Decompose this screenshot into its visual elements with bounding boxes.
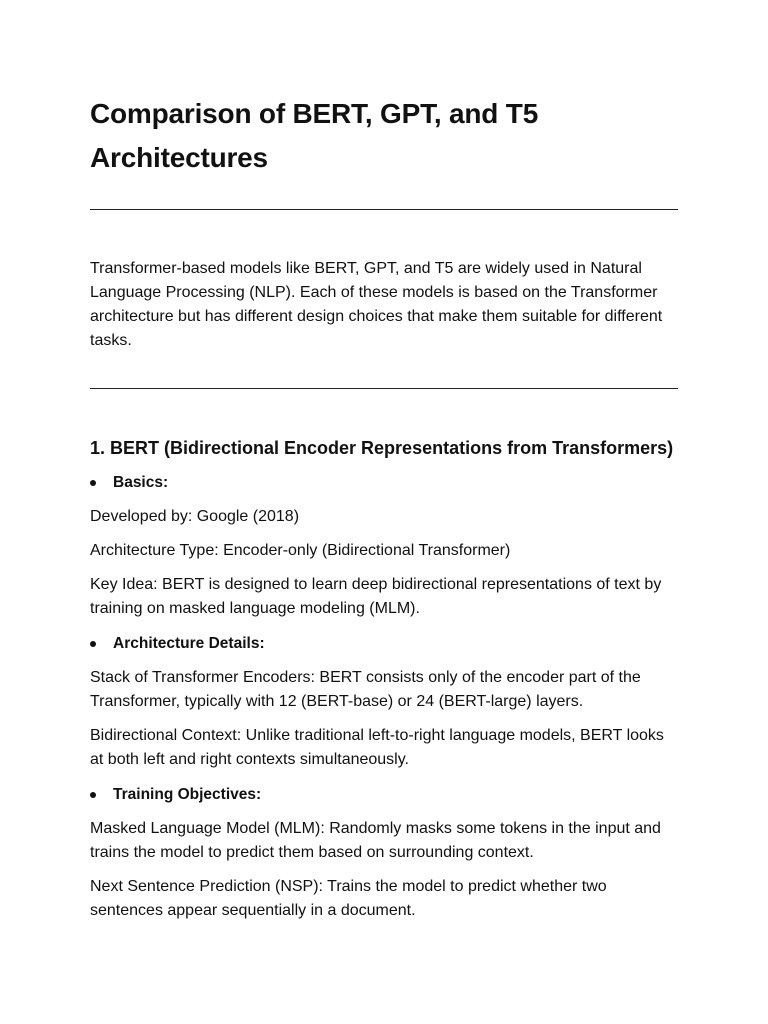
- bullet-dot-icon: [90, 480, 96, 486]
- bullet-dot-icon: [90, 641, 96, 647]
- section-heading-bert: 1. BERT (Bidirectional Encoder Representations from Transformers): [90, 438, 674, 458]
- bullet-training-objectives: [90, 783, 678, 807]
- paragraph-mlm: Masked Language Model (MLM): Randomly masks some tokens in the input and trains the model to predict them based on surrounding context.: [90, 820, 661, 861]
- document-content: [90, 92, 678, 923]
- divider: [90, 209, 678, 210]
- paragraph-key-idea: Key Idea: BERT is designed to learn deep bidirectional representations of text by training on masked language modeling (MLM).: [90, 576, 662, 617]
- bullet-label: Basics:: [113, 474, 169, 491]
- paragraph-nsp: Next Sentence Prediction (NSP): Trains the model to predict whether two sentences appear sequentially in a document.: [90, 878, 607, 919]
- bullet-architecture-details: [90, 632, 678, 656]
- paragraph-architecture-type: Architecture Type: Encoder-only (Bidirectional Transformer): [90, 542, 511, 559]
- intro-paragraph: Transformer-based models like BERT, GPT, and T5 are widely used in Natural Language Processing (NLP). Each of these models is based on the Transformer architecture but has different design choices that make them suitable for different tasks.: [90, 260, 663, 349]
- paragraph-encoder-stack: Stack of Transformer Encoders: BERT consists only of the encoder part of the Transformer, typically with 12 (BERT-base) or 24 (BERT-large) layers.: [90, 669, 641, 710]
- bullet-dot-icon: [90, 792, 96, 798]
- bullet-basics: [90, 471, 678, 495]
- divider: [90, 388, 678, 389]
- bullet-label: Architecture Details:: [113, 635, 265, 652]
- page-title: Comparison of BERT, GPT, and T5 Architectures: [90, 98, 539, 173]
- bullet-label: Training Objectives:: [113, 786, 262, 803]
- paragraph-bidirectional-context: Bidirectional Context: Unlike traditional left-to-right language models, BERT looks at both left and right contexts simultaneously.: [90, 727, 664, 768]
- paragraph-developed-by: Developed by: Google (2018): [90, 508, 300, 525]
